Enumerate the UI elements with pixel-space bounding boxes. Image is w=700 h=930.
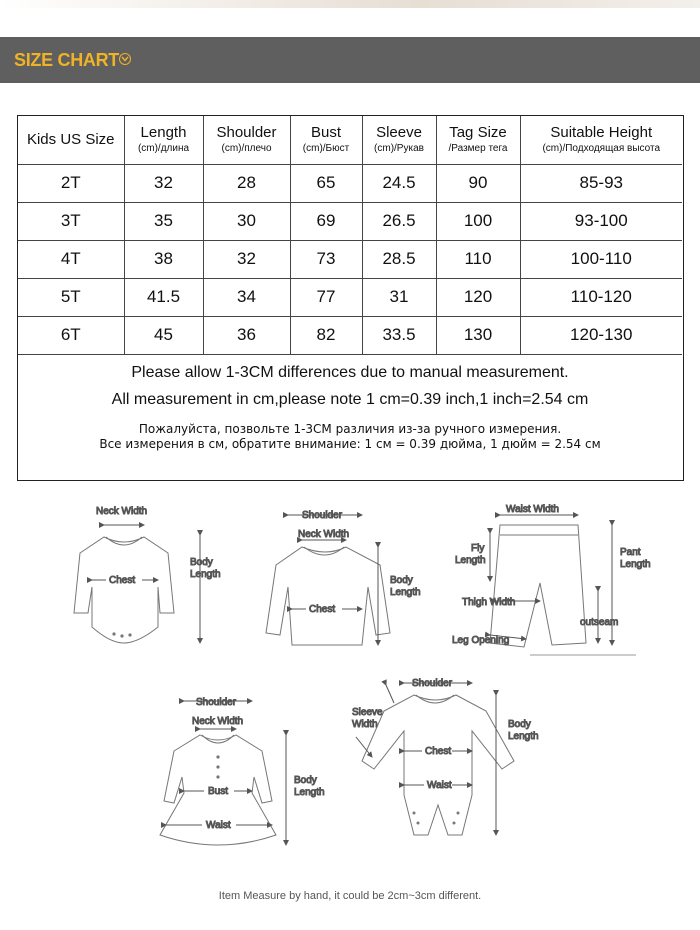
cell-height: 100-110	[520, 240, 682, 278]
bodysuit-neck-width-label: Neck Width	[96, 506, 148, 517]
column-header-tag-size: Tag Size /Размер тега	[436, 116, 520, 164]
romper-chest-label: Chest	[425, 746, 452, 757]
cell-shoulder: 28	[203, 164, 290, 202]
tshirt-neck-width-label: Neck Width	[298, 529, 350, 540]
note-unit-conversion: All measurement in cm,please note 1 cm=0.39 inch,1 inch=2.54 cm	[111, 391, 589, 408]
cell-shoulder: 32	[203, 240, 290, 278]
cell-length: 41.5	[124, 278, 203, 316]
top-product-image-strip	[0, 0, 700, 8]
romper-diagram	[352, 678, 539, 835]
cell-bust: 69	[290, 202, 362, 240]
chevron-down-circle-icon	[119, 53, 131, 65]
cell-bust: 77	[290, 278, 362, 316]
footer-note: Item Measure by hand, it could be 2cm~3cm different.	[218, 890, 482, 902]
cell-height: 93-100	[520, 202, 682, 240]
cell-bust: 73	[290, 240, 362, 278]
column-header-length: Length (cm)/длина	[124, 116, 203, 164]
cell-tag-size: 120	[436, 278, 520, 316]
cell-size: 5T	[18, 278, 124, 316]
bodysuit-diagram	[74, 506, 221, 643]
column-header-size: Kids US Size	[18, 116, 124, 164]
romper-shoulder-label: Shoulder	[412, 678, 453, 689]
dress-body-length-label: Body	[294, 775, 317, 786]
cell-sleeve: 24.5	[362, 164, 436, 202]
tshirt-shoulder-label: Shoulder	[302, 510, 343, 521]
tshirt-chest-label: Chest	[309, 604, 336, 615]
cell-length: 35	[124, 202, 203, 240]
dress-shoulder-label: Shoulder	[196, 697, 237, 708]
cell-length: 32	[124, 164, 203, 202]
cell-length: 45	[124, 316, 203, 354]
bodysuit-body-length-label-2: Length	[190, 569, 221, 580]
cell-tag-size: 100	[436, 202, 520, 240]
pants-outseam-label: outseam	[580, 617, 619, 628]
size-chart-header	[0, 37, 700, 83]
romper-body-length-label-2: Length	[508, 731, 539, 742]
cell-tag-size: 130	[436, 316, 520, 354]
column-header-bust: Bust (cm)/Бюст	[290, 116, 362, 164]
cell-shoulder: 34	[203, 278, 290, 316]
cell-height: 120-130	[520, 316, 682, 354]
cell-sleeve: 28.5	[362, 240, 436, 278]
cell-shoulder: 36	[203, 316, 290, 354]
cell-length: 38	[124, 240, 203, 278]
cell-size: 4T	[18, 240, 124, 278]
pants-thigh-width-label: Thigh Width	[462, 597, 516, 608]
table-header-row	[18, 116, 682, 164]
column-header-shoulder: Shoulder (cm)/плечо	[203, 116, 290, 164]
dress-neck-width-label: Neck Width	[192, 716, 244, 727]
size-table-box	[17, 115, 684, 481]
size-table	[18, 116, 682, 355]
pants-pant-length-label-2: Length	[620, 559, 651, 570]
romper-sleeve-width-label-2: Width	[352, 719, 378, 730]
pants-pant-length-label: Pant	[620, 547, 641, 558]
note-manual-measurement-ru: Пожалуйста, позвольте 1-3CM различия из-за ручного измерения.	[138, 422, 562, 436]
table-row	[18, 316, 682, 354]
cell-size: 2T	[18, 164, 124, 202]
cell-sleeve: 33.5	[362, 316, 436, 354]
note-unit-conversion-ru: Все измерения в см, обратите внимание: 1 см = 0.39 дюйма, 1 дюйм = 2.54 см	[99, 437, 601, 451]
cell-height: 85-93	[520, 164, 682, 202]
cell-sleeve: 26.5	[362, 202, 436, 240]
tshirt-diagram	[266, 510, 421, 645]
dress-body-length-label-2: Length	[294, 787, 325, 798]
cell-bust: 82	[290, 316, 362, 354]
pants-diagram	[452, 504, 651, 655]
cell-shoulder: 30	[203, 202, 290, 240]
cell-size: 6T	[18, 316, 124, 354]
cell-tag-size: 110	[436, 240, 520, 278]
tshirt-body-length-label-2: Length	[390, 587, 421, 598]
column-header-sleeve: Sleeve (cm)/Рукав	[362, 116, 436, 164]
cell-height: 110-120	[520, 278, 682, 316]
pants-fly-length-label: Fly	[471, 543, 485, 554]
table-row	[18, 278, 682, 316]
dress-diagram	[160, 697, 325, 845]
bodysuit-chest-label: Chest	[109, 575, 136, 586]
table-row	[18, 240, 682, 278]
measurement-diagrams	[0, 495, 700, 895]
column-header-suitable-height: Suitable Height (cm)/Подходящая высота	[520, 116, 682, 164]
dress-waist-label: Waist	[206, 820, 231, 831]
bodysuit-body-length-label: Body	[190, 557, 213, 568]
table-row	[18, 202, 682, 240]
header-title: SIZE CHART	[14, 50, 120, 70]
pants-leg-opening-label: Leg Opening	[452, 635, 510, 646]
cell-bust: 65	[290, 164, 362, 202]
pants-waist-width-label: Waist Width	[506, 504, 559, 515]
romper-waist-label: Waist	[427, 780, 452, 791]
note-manual-measurement: Please allow 1-3CM differences due to manual measurement.	[131, 364, 569, 381]
romper-sleeve-width-label: Sleeve	[352, 707, 383, 718]
dress-bust-label: Bust	[208, 786, 229, 797]
cell-sleeve: 31	[362, 278, 436, 316]
pants-fly-length-label-2: Length	[455, 555, 486, 566]
romper-body-length-label: Body	[508, 719, 531, 730]
cell-tag-size: 90	[436, 164, 520, 202]
table-row	[18, 164, 682, 202]
cell-size: 3T	[18, 202, 124, 240]
tshirt-body-length-label: Body	[390, 575, 413, 586]
